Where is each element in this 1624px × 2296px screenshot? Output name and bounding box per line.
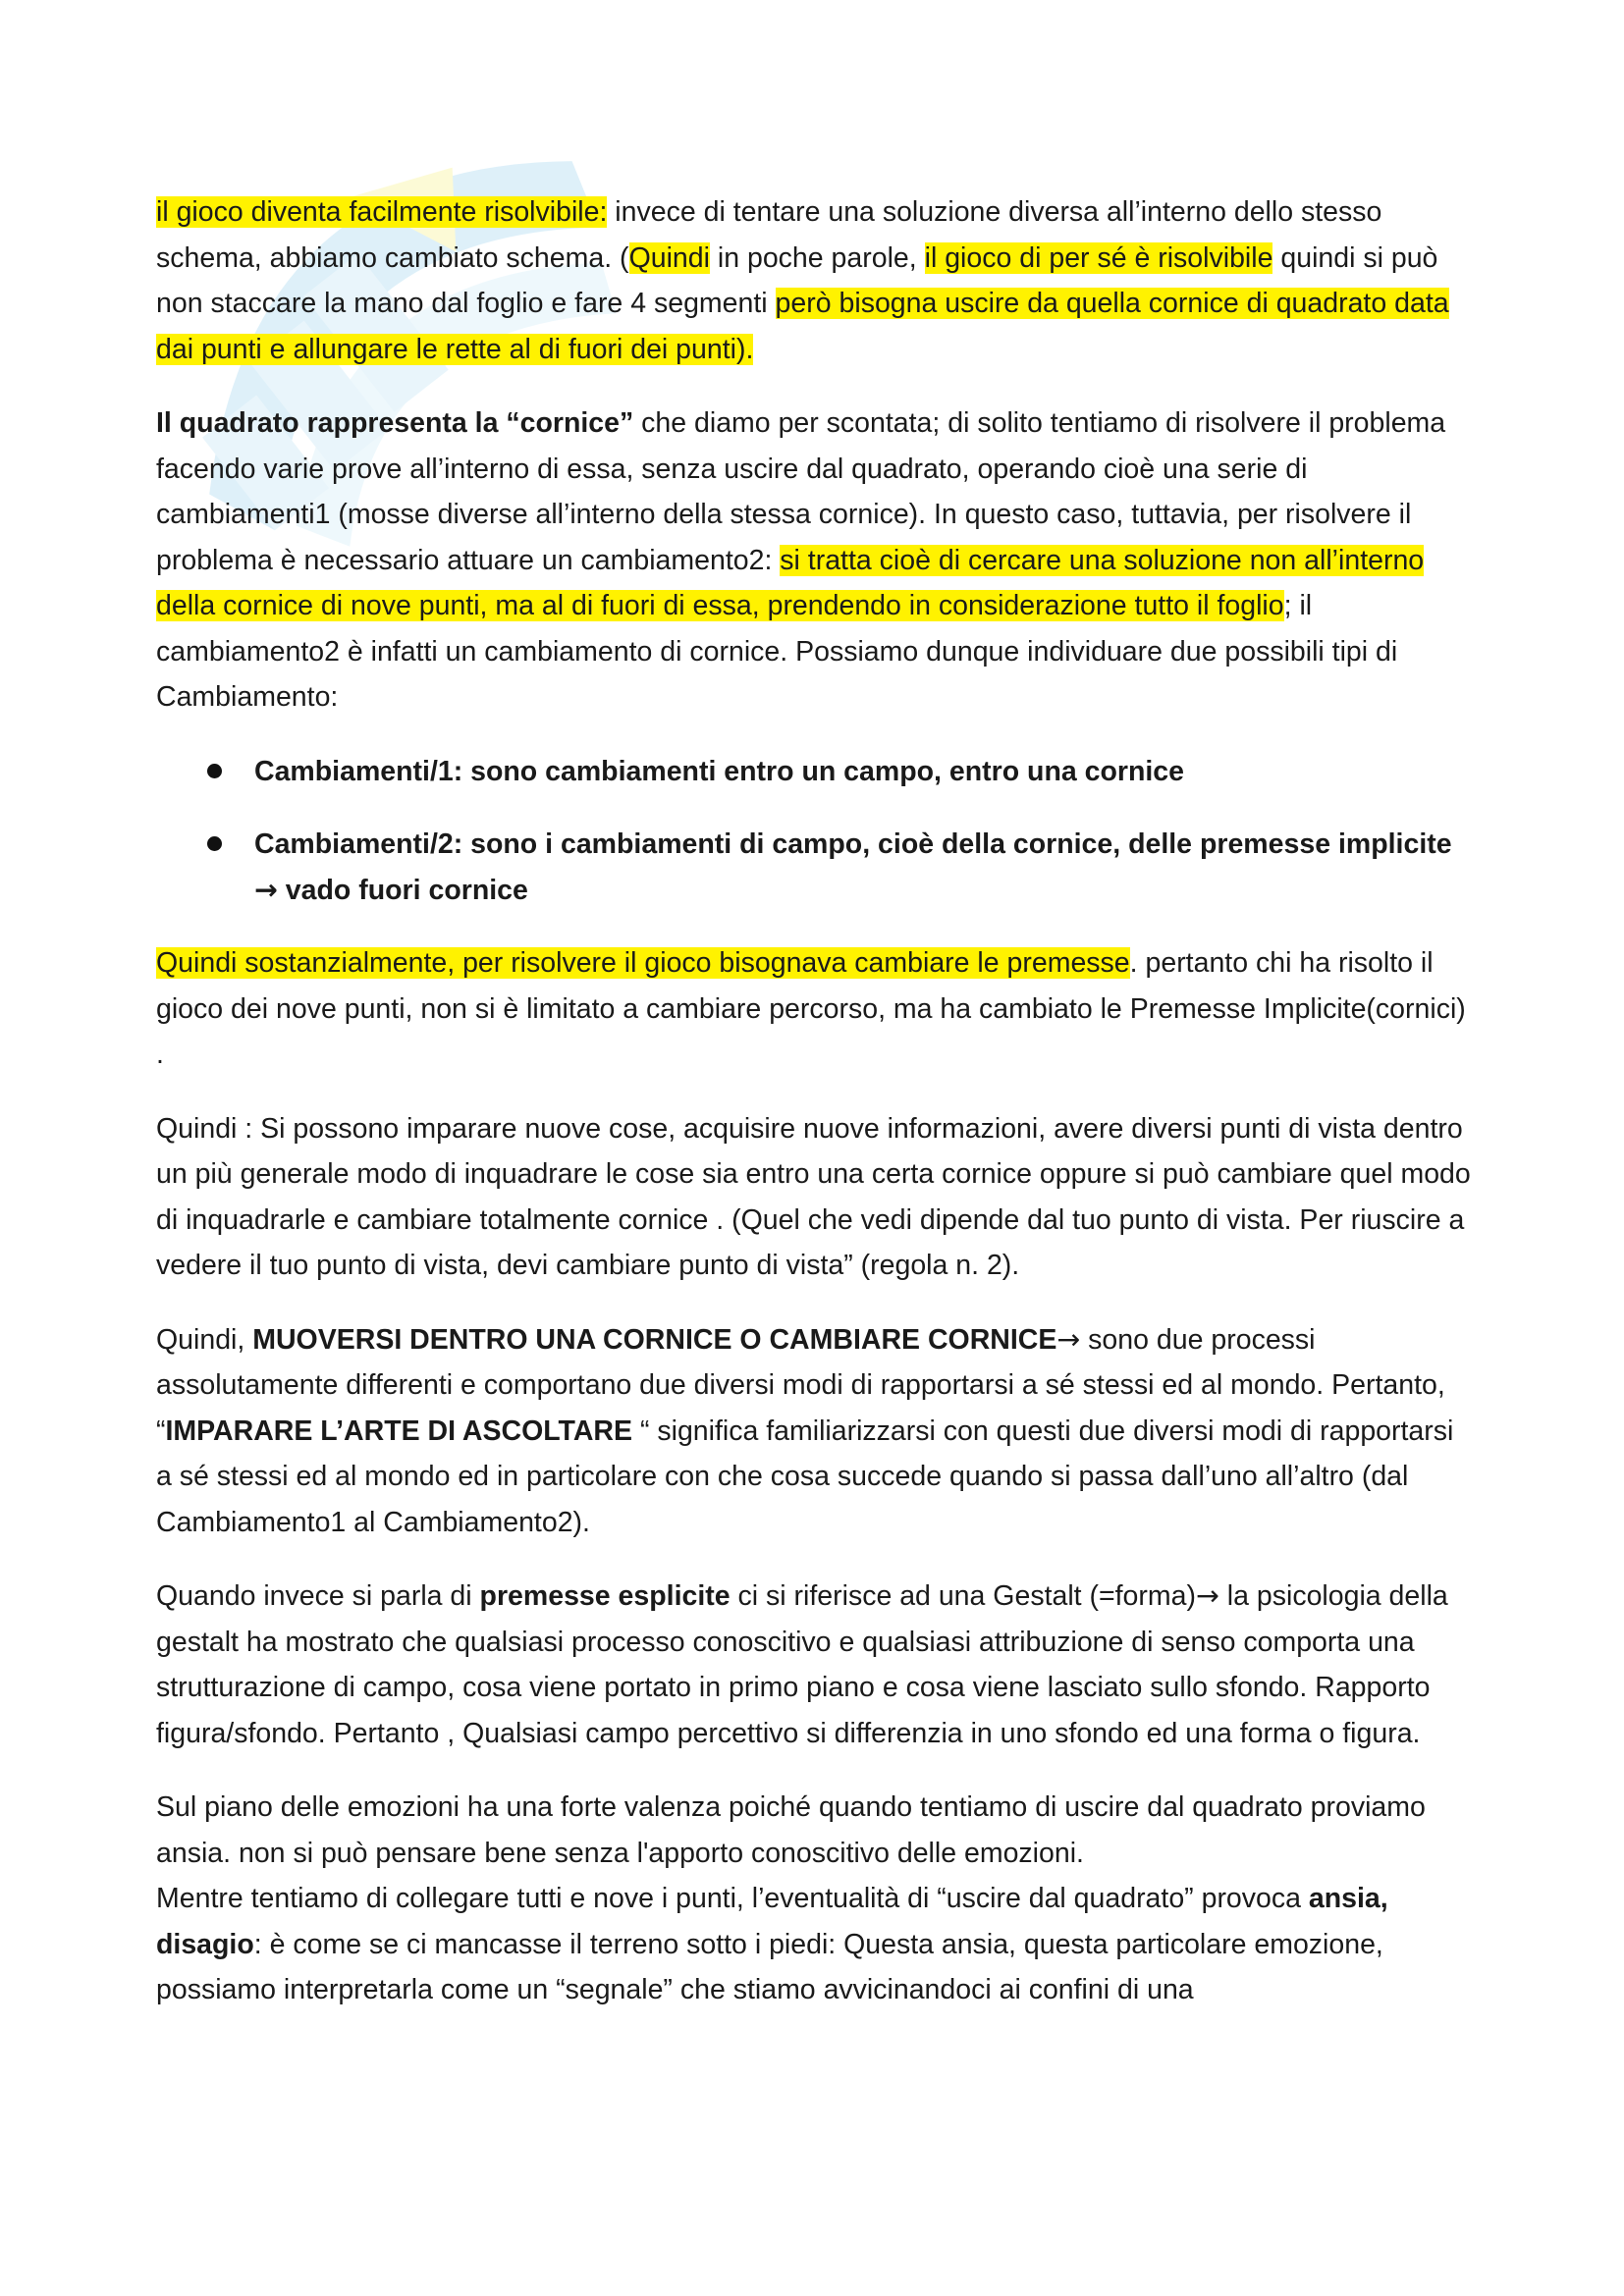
bold-text: premesse esplicite <box>479 1580 731 1612</box>
text-run: : è come se ci mancasse il terreno sotto i piedi: Questa ansia, questa particolare emozione, possiamo interpretarla come un “segnale” che stiamo avvicinandoci ai confini di una <box>156 1928 1383 2005</box>
text-run: ci si riferisce ad una Gestalt (=forma) <box>730 1580 1196 1612</box>
text-run: quindi si può non staccare la mano dal foglio e fare 4 segmenti <box>156 241 1438 319</box>
arrow-right-icon: → <box>1195 1579 1219 1612</box>
paragraph-1 <box>156 189 1477 372</box>
bold-text: MUOVERSI DENTRO UNA CORNICE O CAMBIARE CORNICE <box>252 1323 1057 1356</box>
paragraph-3 <box>156 940 1477 1078</box>
highlight: Quindi sostanzialmente, per risolvere il gioco bisognava cambiare le premesse <box>156 947 1130 979</box>
bold-text: ansia, disagio <box>156 1883 1388 1960</box>
text-run: invece di tentare una soluzione diversa all’interno dello stesso schema, abbiamo cambiato schema. ( <box>156 196 1382 274</box>
text-run: Quando invece si parla di <box>156 1580 480 1612</box>
arrow-right-icon: → <box>254 873 278 906</box>
text-run: in poche parole, <box>709 241 925 274</box>
paragraph-2 <box>156 400 1477 721</box>
highlight: Quindi <box>628 241 710 274</box>
list-item <box>156 749 1477 795</box>
list-item <box>156 822 1477 913</box>
bold-text: Cambiamenti/1: sono cambiamenti entro un campo, entro una cornice <box>254 755 1185 787</box>
paragraph-7: Sul piano delle emozioni ha una forte valenza poiché quando tentiamo di uscire dal quadrato proviamo ansia. non si può pensare bene senza l'apporto conoscitivo delle emozioni. <box>156 1791 1426 1869</box>
text-run: che diamo per scontata; di solito tentiamo di risolvere il problema facendo varie prove all’interno di essa, senza uscire dal quadrato, operando cioè una serie di cambiamenti1 (mosse diverse all’interno della stessa cornice). In questo caso, tuttavia, per risolvere il problema è necessario attuare un cambiamento2: <box>156 407 1446 576</box>
highlight: si tratta cioè di cercare una soluzione non all’interno della cornice di nove punti, ma al di fuori di essa, prendendo in considerazione tutto il foglio <box>156 544 1425 621</box>
bullet-icon <box>207 836 222 851</box>
document-body <box>156 189 1477 2042</box>
bullet-list <box>156 749 1477 914</box>
text-run: sono due processi assolutamente differenti e comportano due diversi modi di rapportarsi a sé stessi ed al mondo. Pertanto, “ <box>156 1323 1445 1447</box>
highlight: il gioco di per sé è risolvibile <box>924 241 1273 274</box>
text-run: Mentre tentiamo di collegare tutti e nove i punti, l’eventualità di “uscire dal quadrato” provoca <box>156 1883 1309 1914</box>
bold-text: Il quadrato rappresenta la “cornice” <box>156 407 634 439</box>
highlight: il gioco diventa facilmente risolvibile: <box>156 196 608 228</box>
paragraph-6 <box>156 1574 1477 1756</box>
text-run: ; il cambiamento2 è infatti un cambiamento di cornice. Possiamo dunque individuare due possibili tipi di Cambiamento: <box>156 590 1398 713</box>
paragraph-5 <box>156 1317 1477 1546</box>
bold-text: IMPARARE L’ARTE DI ASCOLTARE <box>165 1415 633 1447</box>
bold-text: Cambiamenti/2: sono i cambiamenti di campo, cioè della cornice, delle premesse implicite <box>254 828 1452 860</box>
text-run: “ significa familiarizzarsi con questi due diversi modi di rapportarsi a sé stessi ed al mondo ed in particolare con che cosa succede quando si passa dall’uno all’altro (dal Cambiamento1 al Cambiamento2). <box>156 1415 1454 1538</box>
bold-text: vado fuori cornice <box>277 874 528 906</box>
text-run: Quindi, <box>156 1323 253 1356</box>
paragraph-8 <box>156 1876 1477 2013</box>
arrow-right-icon: → <box>1056 1322 1081 1356</box>
paragraph-4: Quindi : Si possono imparare nuove cose, acquisire nuove informazioni, avere diversi punti di vista dentro un più generale modo di inquadrare le cose sia entro una certa cornice oppure si può cambiare quel modo di inquadrarle e cambiare totalmente cornice . (Quel che vedi dipende dal tuo punto di vista. Per riuscire a vedere il tuo punto di vista, devi cambiare punto di vista” (regola n. 2). <box>156 1112 1471 1281</box>
text-run: la psicologia della gestalt ha mostrato che qualsiasi processo conoscitivo e qualsiasi attribuzione di senso comporta una strutturazione di campo, cosa viene portato in primo piano e cosa viene lasciato sullo sfondo. Rapporto figura/sfondo. Pertanto , Qualsiasi campo percettivo si differenzia in uno sfondo ed una forma o figura. <box>156 1580 1448 1749</box>
text-run: . pertanto chi ha risolto il gioco dei nove punti, non si è limitato a cambiare percorso, ma ha cambiato le Premesse Implicite(cornici) . <box>156 947 1466 1070</box>
bullet-icon <box>207 764 222 778</box>
highlight: però bisogna uscire da quella cornice di quadrato data dai punti e allungare le rette al di fuori dei punti). <box>156 288 1449 365</box>
